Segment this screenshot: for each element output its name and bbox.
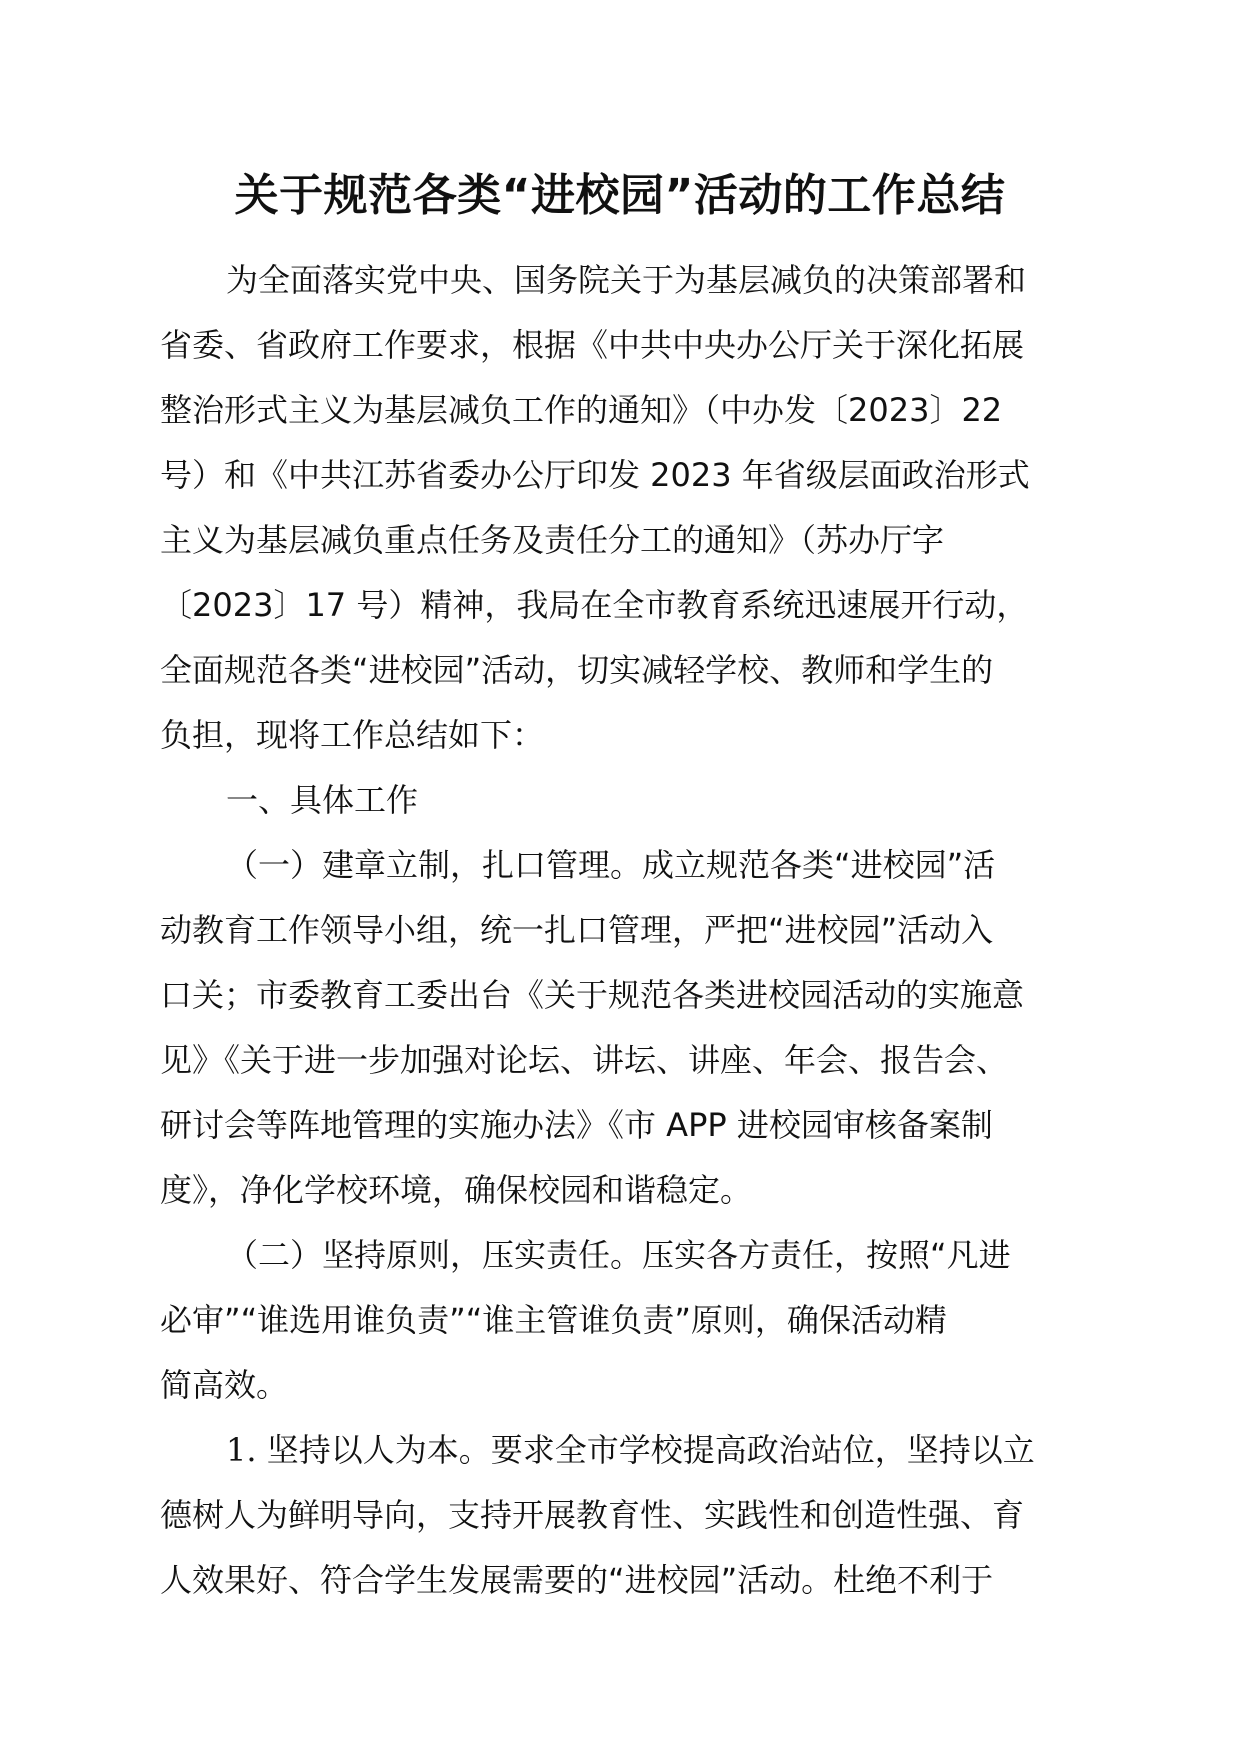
- paragraph-line: 研讨会等阵地管理的实施办法》《市 APP 进校园审核备案制: [160, 1106, 993, 1144]
- item-heading: 1. 坚持以人为本。: [226, 1431, 491, 1469]
- paragraph-line: 简高效。: [160, 1366, 289, 1404]
- paragraph-line: 全面规范各类“进校园”活动，切实减轻学校、教师和学生的: [160, 651, 994, 689]
- section-heading: 一、具体工作: [226, 781, 419, 819]
- paragraph-line: 负担，现将工作总结如下：: [160, 716, 545, 754]
- document-title: 关于规范各类“进校园”活动的工作总结: [234, 170, 1006, 221]
- paragraph-line: 号）和《中共江苏省委办公厅印发 2023 年省级层面政治形式: [160, 456, 1030, 494]
- paragraph-line: 口关；市委教育工委出台《关于规范各类进校园活动的实施意: [160, 976, 1025, 1014]
- paragraph-line: [160, 1418, 1080, 1483]
- paragraph-line: 见》《关于进一步加强对论坛、讲坛、讲座、年会、报告会、: [160, 1041, 1009, 1079]
- paragraph-line: 度》，净化学校环境，确保校园和谐稳定。: [160, 1171, 753, 1209]
- paragraph-line: 人效果好、符合学生发展需要的“进校园”活动。杜绝不利于: [160, 1561, 994, 1599]
- paragraph-text: 要求全市学校提高政治站位，坚持以立: [490, 1431, 1035, 1469]
- paragraph-line: 整治形式主义为基层减负工作的通知》（中办发〔2023〕22: [160, 391, 1003, 429]
- paragraph-line: 动教育工作领导小组，统一扎口管理，严把“进校园”活动入: [160, 911, 994, 949]
- paragraph-line: 〔2023〕17 号）精神，我局在全市教育系统迅速展开行动，: [160, 586, 1029, 624]
- document-body: [160, 248, 1080, 1613]
- paragraph-line: 德树人为鲜明导向，支持开展教育性、实践性和创造性强、育: [160, 1496, 1025, 1534]
- paragraph-line: （二）坚持原则，压实责任。压实各方责任，按照“凡进: [226, 1236, 1011, 1274]
- paragraph-line: 主义为基层减负重点任务及责任分工的通知》（苏办厅字: [160, 521, 945, 559]
- paragraph-line: （一）建章立制，扎口管理。成立规范各类“进校园”活: [226, 846, 996, 884]
- paragraph-line: 必审”“谁选用谁负责”“谁主管谁负责”原则，确保活动精: [160, 1301, 947, 1339]
- paragraph-line: 省委、省政府工作要求，根据《中共中央办公厅关于深化拓展: [160, 326, 1025, 364]
- paragraph-line: 为全面落实党中央、国务院关于为基层减负的决策部署和: [226, 261, 1027, 299]
